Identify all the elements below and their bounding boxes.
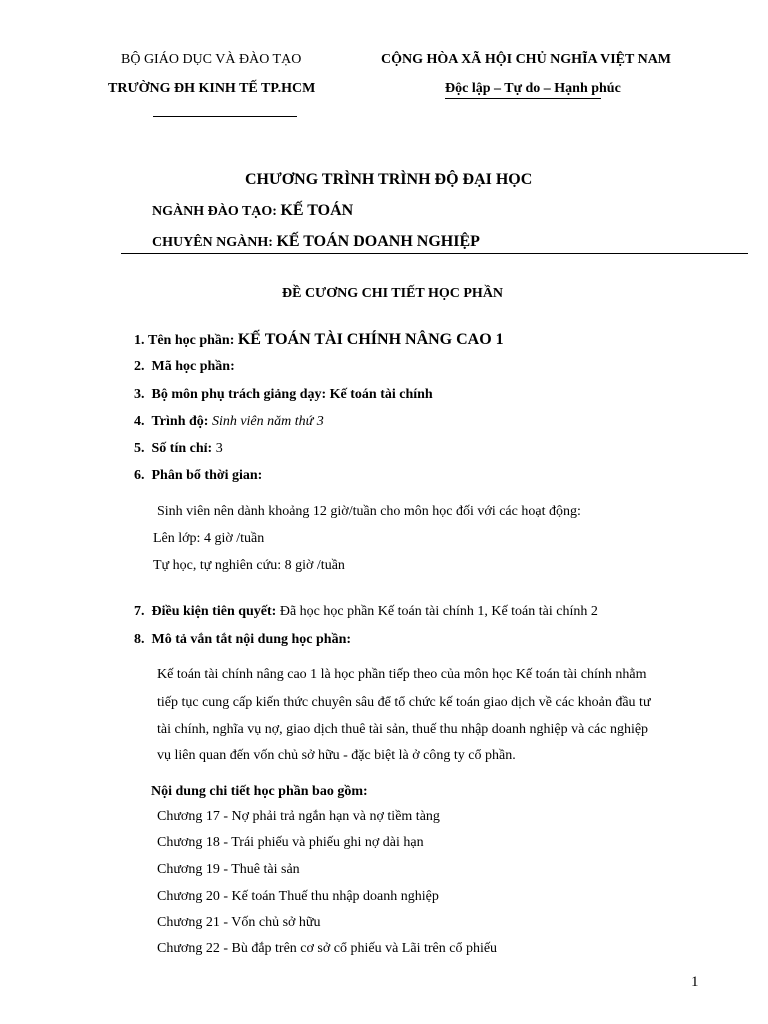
item-label: Trình độ: [151, 414, 209, 429]
item-number: 8. [134, 632, 145, 647]
specialization-value: KẾ TOÁN DOANH NGHIỆP [276, 233, 480, 250]
item-number: 1. [134, 333, 145, 348]
specialization-line [152, 233, 480, 251]
item-value: KẾ TOÁN TÀI CHÍNH NÂNG CAO 1 [237, 331, 504, 348]
left-header-underline [153, 116, 297, 117]
item-course-code [134, 359, 235, 375]
major-value: KẾ TOÁN [280, 202, 354, 219]
motto-underline [445, 98, 601, 99]
chapter-item: Chương 22 - Bù đắp trên cơ sở cổ phiếu và Lãi trên cổ phiếu [157, 941, 498, 956]
item-number: 5. [134, 441, 145, 456]
item-time-allocation [134, 468, 262, 484]
item-label: Mô tả vắn tắt nội dung học phần: [151, 632, 352, 647]
item-label: Phân bổ thời gian: [151, 468, 263, 483]
description-line: tài chính, nghĩa vụ nợ, giao dịch thuê tài sản, thuế thu nhập doanh nghiệp và các nghiệp [157, 722, 649, 737]
item-label: Điều kiện tiên quyết: [151, 604, 277, 619]
description-line: tiếp tục cung cấp kiến thức chuyên sâu để tổ chức kế toán giao dịch về các khoản đầu tư [157, 695, 651, 710]
item-number: 3. [134, 387, 145, 402]
item-level [134, 414, 324, 430]
item-label: Tên học phần: [148, 333, 235, 348]
program-title: CHƯƠNG TRÌNH TRÌNH ĐỘ ĐẠI HỌC [245, 171, 533, 188]
item-value: Kế toán tài chính [329, 387, 433, 402]
item-number: 2. [134, 359, 145, 374]
header-divider [121, 253, 748, 254]
description-line: vụ liên quan đến vốn chủ sở hữu - đặc biệt là ở công ty cổ phần. [157, 748, 516, 763]
major-label: NGÀNH ĐÀO TẠO: [152, 204, 277, 219]
chapter-item: Chương 21 - Vốn chủ sở hữu [157, 915, 321, 930]
chapter-item: Chương 19 - Thuê tài sản [157, 862, 300, 877]
chapter-item: Chương 20 - Kế toán Thuế thu nhập doanh nghiệp [157, 889, 439, 904]
time-self-study: Tự học, tự nghiên cứu: 8 giờ /tuần [153, 558, 345, 573]
motto: Độc lập – Tự do – Hạnh phúc [445, 81, 621, 96]
major-line [152, 202, 353, 220]
item-credits [134, 441, 223, 457]
item-number: 6. [134, 468, 145, 483]
time-intro: Sinh viên nên dành khoảng 12 giờ/tuần cho môn học đối với các hoạt động: [157, 504, 581, 519]
page-number: 1 [691, 974, 699, 990]
item-label: Bộ môn phụ trách giảng dạy: [151, 387, 327, 402]
item-value: 3 [215, 441, 223, 456]
republic-name: CỘNG HÒA XÃ HỘI CHỦ NGHĨA VIỆT NAM [381, 52, 672, 67]
item-number: 4. [134, 414, 145, 429]
chapter-item: Chương 17 - Nợ phải trả ngắn hạn và nợ tiềm tàng [157, 809, 440, 824]
item-label: Số tín chỉ: [151, 441, 213, 456]
item-course-name [134, 331, 504, 349]
item-value: Sinh viên năm thứ 3 [211, 414, 324, 429]
chapter-item: Chương 18 - Trái phiếu và phiếu ghi nợ dài hạn [157, 835, 424, 850]
description-line: Kế toán tài chính nâng cao 1 là học phần tiếp theo của môn học Kế toán tài chính nhằm [157, 667, 647, 682]
ministry-name: BỘ GIÁO DỤC VÀ ĐÀO TẠO [121, 52, 302, 67]
specialization-label: CHUYÊN NGÀNH: [152, 235, 273, 250]
item-description [134, 632, 351, 648]
time-class-hours: Lên lớp: 4 giờ /tuần [153, 531, 265, 546]
item-number: 7. [134, 604, 145, 619]
syllabus-title: ĐỀ CƯƠNG CHI TIẾT HỌC PHẦN [282, 286, 504, 301]
university-name: TRƯỜNG ĐH KINH TẾ TP.HCM [108, 81, 316, 96]
item-value: Đã học học phần Kế toán tài chính 1, Kế toán tài chính 2 [279, 604, 598, 619]
item-label: Mã học phần: [151, 359, 235, 374]
item-department [134, 387, 433, 403]
content-heading: Nội dung chi tiết học phần bao gồm: [151, 784, 368, 799]
item-prerequisites [134, 604, 598, 620]
